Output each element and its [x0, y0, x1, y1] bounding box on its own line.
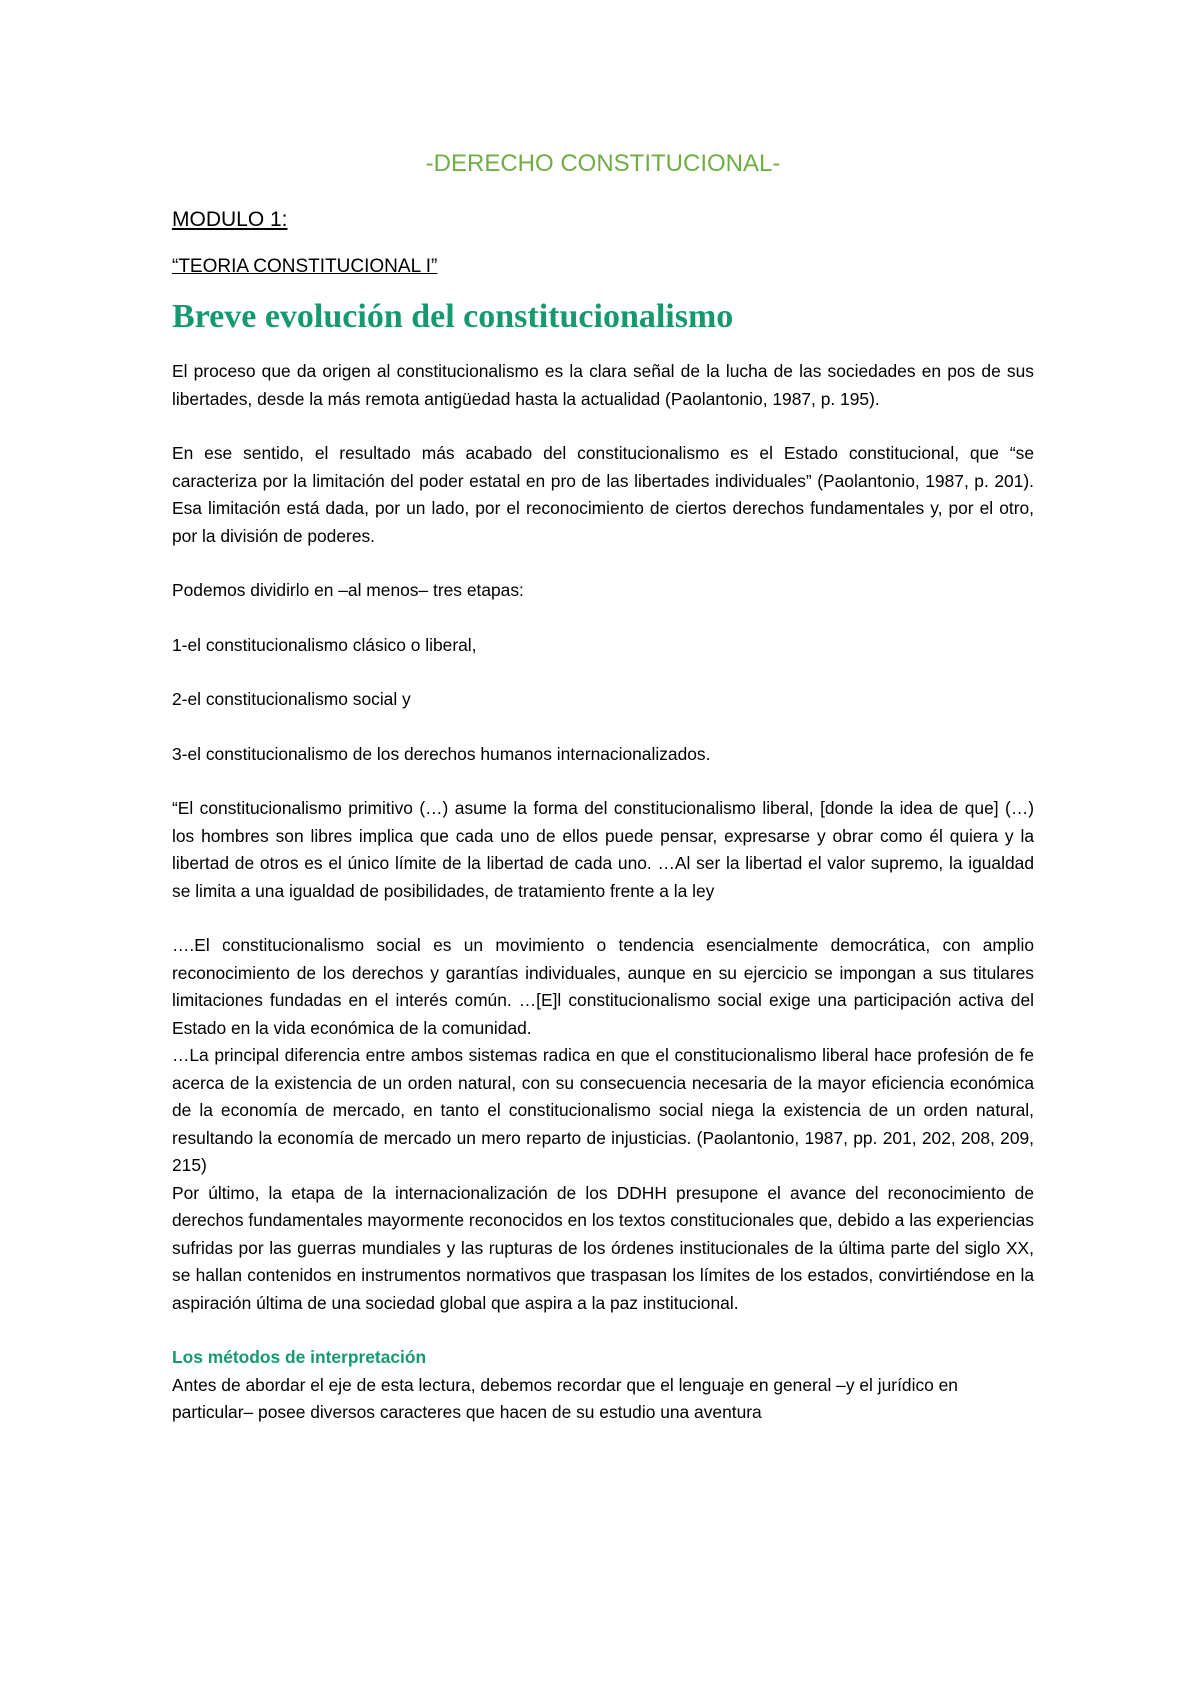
- quote-block: [172, 795, 1034, 1317]
- list-item-etapa-3: 3-el constitucionalismo de los derechos humanos internacionalizados.: [172, 743, 711, 764]
- paragraph-internacionalizacion: Por último, la etapa de la internacionalización de los DDHH presupone el avance del reconocimiento de derechos fundamentales mayormente reconocidos en los textos constitucionales que, debido a las experiencias sufridas por las guerras mundiales y las rupturas de los órdenes institucionales de la última parte del siglo XX, se hallan contenidos en instrumentos normativos que traspasan los límites de los estados, convirtiéndose en la aspiración última de una sociedad global que aspira a la paz institucional.: [172, 1182, 1034, 1313]
- section-heading: Breve evolución del constitucionalismo: [172, 298, 734, 335]
- sub-heading-metodos: Los métodos de interpretación: [172, 1347, 427, 1367]
- paragraph-metodos: Antes de abordar el eje de esta lectura, debemos recordar que el lenguaje en general –y el jurídico en particular– posee diversos caracteres que hacen de su estudio una aventura: [172, 1374, 958, 1422]
- paragraph-etapas: Podemos dividirlo en –al menos– tres etapas:: [172, 580, 524, 600]
- paragraph-estado-constitucional: En ese sentido, el resultado más acabado del constitucionalismo es el Estado constitucional, que “se caracteriza por la limitación del poder estatal en pro de las libertades individuales” (Paolantonio, 1987, p. 201). Esa limitación está dada, por un lado, por el reconocimiento de ciertos derechos fundamentales y, por el otro, por la división de poderes.: [172, 443, 1034, 546]
- quote-paragraph-social: ….El constitucionalismo social es un movimiento o tendencia esencialmente democrática, con amplio reconocimiento de los derechos y garantías individuales, aunque en su ejercicio se impongan a sus titulares limitaciones fundadas en el interés común. …[E]l constitucionalismo social exige una participación activa del Estado en la vida económica de la comunidad.: [172, 935, 1034, 1038]
- quote-paragraph-diferencia: …La principal diferencia entre ambos sistemas radica en que el constitucionalismo liberal hace profesión de fe acerca de la existencia de un orden natural, con su consecuencia necesaria de la mayor eficiencia económica de la economía de mercado, en tanto el constitucionalismo social niega la existencia de un orden natural, resultando la economía de mercado un mero reparto de injusticias. (Paolantonio, 1987, pp. 201, 202, 208, 209, 215): [172, 1045, 1034, 1175]
- quote-paragraph-liberal: “El constitucionalismo primitivo (…) asume la forma del constitucionalismo liberal, [donde la idea de que] (…) los hombres son libres implica que cada uno de ellos puede pensar, expresarse y obrar como él quiera y la libertad de otros es el único límite de la libertad de cada uno. …Al ser la libertad el valor supremo, la igualdad se limita a una igualdad de posibilidades, de tratamiento frente a la ley: [172, 798, 1034, 901]
- list-item-etapa-2: 2-el constitucionalismo social y: [172, 689, 411, 709]
- paragraph-intro: El proceso que da origen al constitucionalismo es la clara señal de la lucha de las sociedades en pos de sus libertades, desde la más remota antigüedad hasta la actualidad (Paolantonio, 1987, p. 195).: [172, 361, 1034, 409]
- list-item-etapa-1: 1-el constitucionalismo clásico o liberal,: [172, 634, 477, 655]
- document-subtitle: “TEORIA CONSTITUCIONAL I”: [172, 256, 438, 277]
- module-label: MODULO 1:: [172, 208, 288, 231]
- document-title: -DERECHO CONSTITUCIONAL-: [425, 150, 781, 177]
- document-page: [172, 150, 1034, 1427]
